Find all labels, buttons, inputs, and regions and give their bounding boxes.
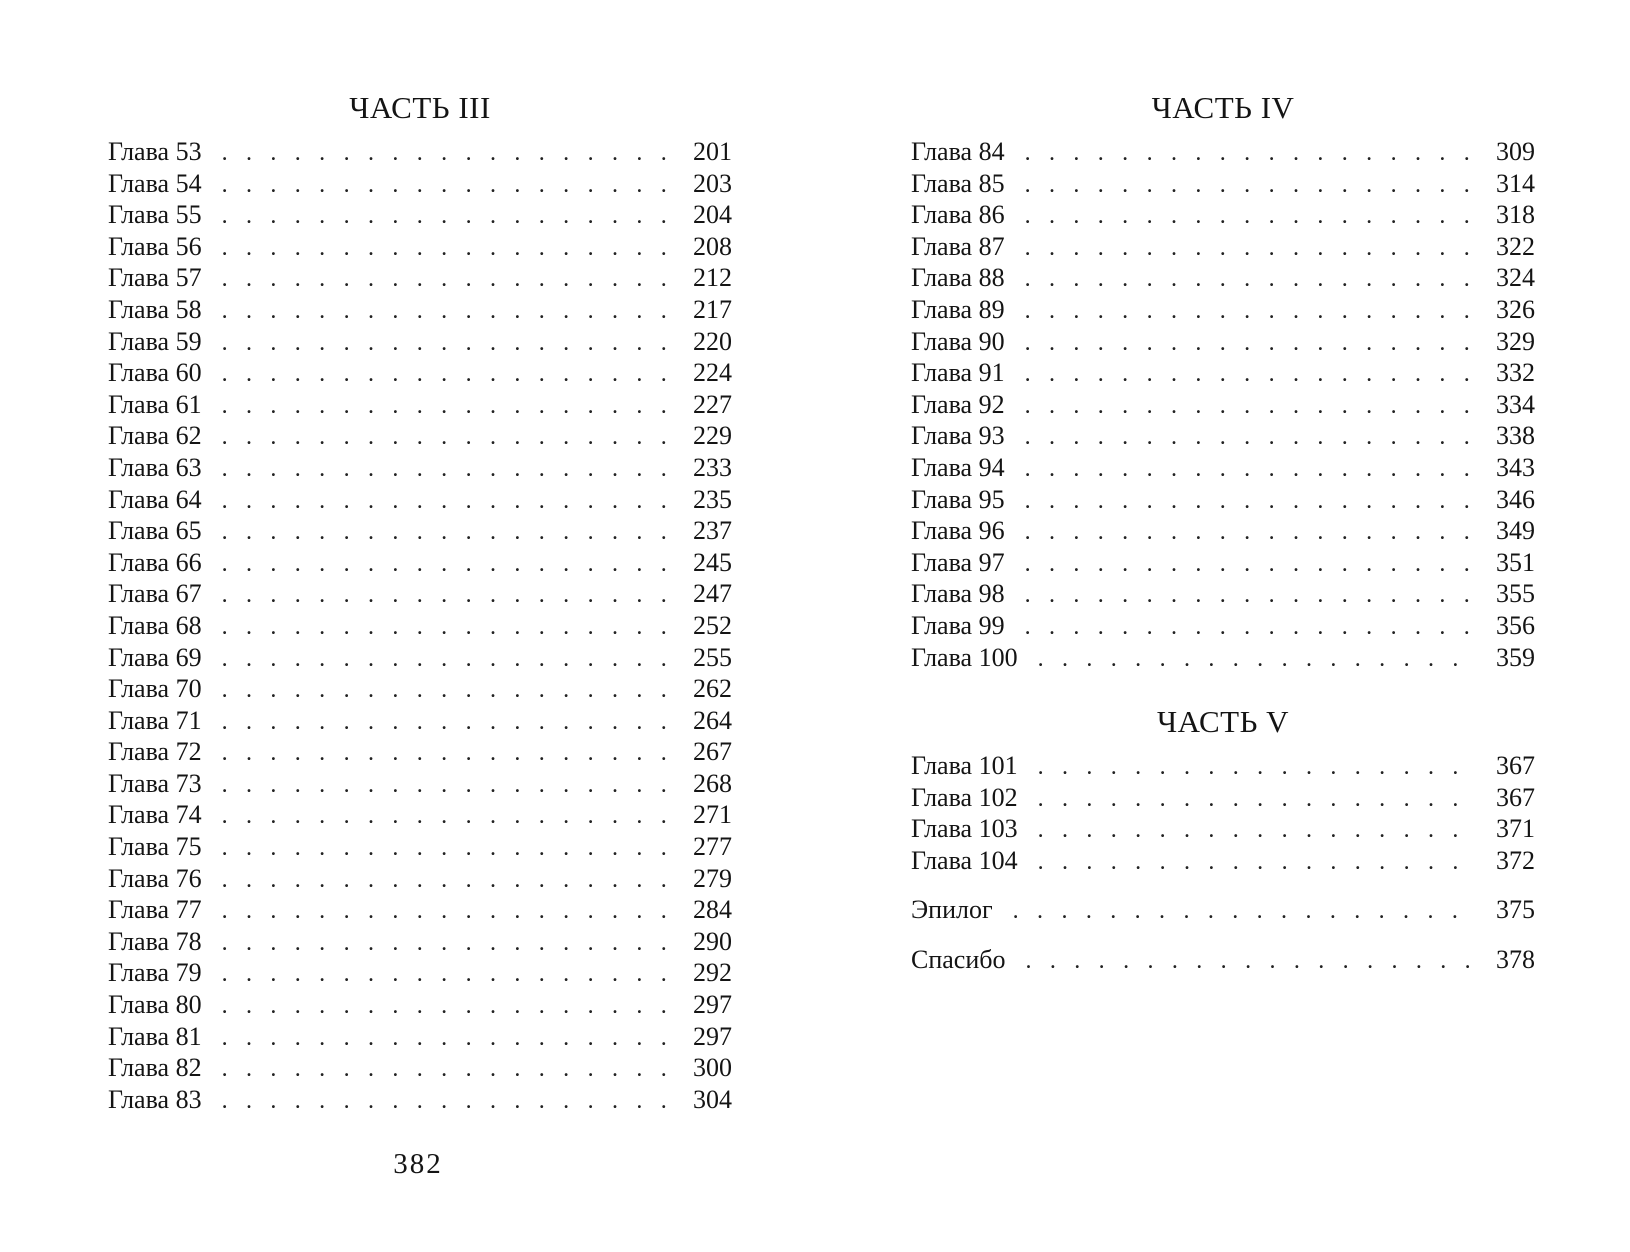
toc-entry — [911, 420, 1535, 452]
toc-entry — [911, 357, 1535, 389]
toc-entry-page: 324 — [1496, 263, 1535, 293]
dot-leader — [222, 928, 668, 960]
toc-entry-page: 332 — [1496, 358, 1535, 388]
toc-entry-title: Глава 89 — [911, 294, 1005, 324]
toc-entry — [108, 736, 732, 768]
toc-entry-title: Глава 71 — [108, 705, 202, 735]
toc-entry-title: Глава 96 — [911, 516, 1005, 546]
toc-entry — [911, 845, 1535, 877]
dot-leader — [222, 201, 668, 233]
toc-entry-page: 227 — [693, 389, 732, 419]
toc-entry — [911, 389, 1535, 421]
dot-leader — [1025, 138, 1471, 170]
toc-entry — [108, 578, 732, 610]
dot-leader — [222, 865, 668, 897]
toc-entry-title: Глава 54 — [108, 168, 202, 198]
toc-entry-page: 290 — [693, 926, 732, 956]
toc-entry-title: Глава 87 — [911, 231, 1005, 261]
toc-entry-title: Глава 59 — [108, 326, 202, 356]
toc-entry — [108, 642, 732, 674]
toc-entry-page: 247 — [693, 579, 732, 609]
dot-leader — [1025, 296, 1471, 328]
dot-leader — [222, 454, 668, 486]
toc-entry — [108, 357, 732, 389]
dot-leader — [1013, 896, 1471, 928]
dot-leader — [222, 1086, 668, 1118]
dot-leader — [222, 328, 668, 360]
toc-entry-page: 245 — [693, 547, 732, 577]
dot-leader — [222, 707, 668, 739]
toc-entry — [911, 610, 1535, 642]
toc-entry-title: Глава 88 — [911, 263, 1005, 293]
toc-entry-title: Глава 60 — [108, 358, 202, 388]
toc-entry-page: 255 — [693, 642, 732, 672]
toc-entry-page: 252 — [693, 610, 732, 640]
toc-entry-title: Глава 103 — [911, 814, 1018, 844]
toc-entry-title: Глава 62 — [108, 421, 202, 451]
toc-entry-title: Глава 58 — [108, 294, 202, 324]
toc-entry-page: 367 — [1496, 782, 1535, 812]
toc-entry-title: Глава 85 — [911, 168, 1005, 198]
toc-entry — [108, 1021, 732, 1053]
toc-entry-page: 204 — [693, 200, 732, 230]
toc-entry-title: Глава 92 — [911, 389, 1005, 419]
toc-entry-title: Глава 91 — [911, 358, 1005, 388]
toc-entry-page: 372 — [1496, 845, 1535, 875]
part-iv-heading: ЧАСТЬ IV — [1151, 90, 1295, 125]
dot-leader — [1025, 549, 1471, 581]
toc-entry-page: 271 — [693, 800, 732, 830]
toc-entry — [108, 863, 732, 895]
toc-entry — [108, 199, 732, 231]
part-iii-heading: ЧАСТЬ III — [349, 90, 491, 125]
dot-leader — [1025, 580, 1471, 612]
dot-leader — [1025, 454, 1471, 486]
dot-leader — [222, 896, 668, 928]
toc-entry-title: Глава 80 — [108, 990, 202, 1020]
toc-entry-title: Глава 69 — [108, 642, 202, 672]
toc-entry — [108, 452, 732, 484]
toc-entry-title: Глава 63 — [108, 452, 202, 482]
toc-entry-title: Глава 83 — [108, 1084, 202, 1114]
toc-entry-page: 237 — [693, 516, 732, 546]
dot-leader — [222, 991, 668, 1023]
toc-entry-page: 268 — [693, 768, 732, 798]
toc-entry-page: 314 — [1496, 168, 1535, 198]
toc-entry — [911, 262, 1535, 294]
toc-entry — [108, 1052, 732, 1084]
dot-leader — [222, 138, 668, 170]
dot-leader — [1038, 847, 1471, 879]
toc-entry-title: Глава 95 — [911, 484, 1005, 514]
part-iii-toc — [108, 136, 732, 1115]
dot-leader — [222, 264, 668, 296]
toc-entry-page: 277 — [693, 832, 732, 862]
toc-entry-page: 212 — [693, 263, 732, 293]
toc-entry — [911, 484, 1535, 516]
dot-leader — [222, 170, 668, 202]
toc-entry — [108, 484, 732, 516]
toc-entry — [911, 813, 1535, 845]
toc-entry-title: Глава 86 — [911, 200, 1005, 230]
dot-leader — [222, 1023, 668, 1055]
toc-entry — [108, 262, 732, 294]
toc-entry-page: 267 — [693, 737, 732, 767]
toc-entry-page: 203 — [693, 168, 732, 198]
toc-entry — [911, 136, 1535, 168]
toc-entry — [108, 1084, 732, 1116]
toc-entry-page: 292 — [693, 958, 732, 988]
toc-entry-title: Глава 102 — [911, 782, 1018, 812]
toc-entry — [108, 957, 732, 989]
dot-leader — [1038, 784, 1471, 816]
toc-entry-title: Глава 82 — [108, 1053, 202, 1083]
toc-entry-title: Глава 79 — [108, 958, 202, 988]
toc-entry-title: Глава 77 — [108, 895, 202, 925]
page-number: 382 — [393, 1148, 443, 1180]
toc-entry-page: 378 — [1496, 945, 1535, 974]
toc-entry-page: 309 — [1496, 137, 1535, 166]
toc-entry-title: Глава 55 — [108, 200, 202, 230]
toc-entry-title: Глава 104 — [911, 845, 1018, 875]
dot-leader — [222, 233, 668, 265]
toc-entry-page: 343 — [1496, 452, 1535, 482]
toc-entry-title: Глава 94 — [911, 452, 1005, 482]
dot-leader — [1025, 391, 1471, 423]
dot-leader — [1025, 264, 1471, 296]
dot-leader — [1025, 612, 1471, 644]
dot-leader — [1038, 752, 1471, 784]
dot-leader — [1025, 233, 1471, 265]
toc-entry — [108, 168, 732, 200]
dot-leader — [222, 391, 668, 423]
toc-entry-title: Глава 81 — [108, 1021, 202, 1051]
toc-entry-page: 346 — [1496, 484, 1535, 514]
toc-entry-thanks — [911, 944, 1535, 976]
toc-entry-page: 229 — [693, 421, 732, 451]
dot-leader — [1025, 201, 1471, 233]
dot-leader — [222, 644, 668, 676]
toc-entry — [108, 136, 732, 168]
toc-entry-title: Глава 73 — [108, 768, 202, 798]
toc-entry-title: Спасибо — [911, 945, 1006, 974]
toc-entry — [108, 831, 732, 863]
toc-entry-page: 262 — [693, 674, 732, 704]
toc-entry-page: 279 — [693, 863, 732, 893]
toc-entry-page: 297 — [693, 1021, 732, 1051]
toc-entry-title: Глава 72 — [108, 737, 202, 767]
toc-entry-title: Глава 98 — [911, 579, 1005, 609]
dot-leader — [222, 422, 668, 454]
dot-leader — [1038, 644, 1471, 676]
dot-leader — [1025, 517, 1471, 549]
dot-leader — [222, 549, 668, 581]
toc-entry — [911, 168, 1535, 200]
toc-entry-title: Глава 67 — [108, 579, 202, 609]
toc-entry — [911, 515, 1535, 547]
toc-entry-page: 326 — [1496, 294, 1535, 324]
part-v-toc — [911, 750, 1535, 876]
dot-leader — [222, 296, 668, 328]
toc-entry — [911, 326, 1535, 358]
dot-leader — [1025, 946, 1471, 978]
toc-entry — [108, 989, 732, 1021]
toc-entry-title: Глава 64 — [108, 484, 202, 514]
dot-leader — [222, 517, 668, 549]
toc-entry — [108, 926, 732, 958]
toc-entry-title: Глава 100 — [911, 642, 1018, 672]
toc-entry — [108, 547, 732, 579]
toc-entry — [108, 294, 732, 326]
dot-leader — [222, 486, 668, 518]
dot-leader — [222, 738, 668, 770]
toc-entry-page: 371 — [1496, 814, 1535, 844]
toc-entry-title: Глава 97 — [911, 547, 1005, 577]
dot-leader — [222, 580, 668, 612]
toc-entry-title: Глава 70 — [108, 674, 202, 704]
toc-entry — [911, 452, 1535, 484]
toc-entry — [108, 326, 732, 358]
dot-leader — [222, 1054, 668, 1086]
toc-entry-page: 304 — [693, 1084, 732, 1114]
toc-entry-page: 355 — [1496, 579, 1535, 609]
toc-entry-page: 375 — [1496, 895, 1535, 924]
toc-entry — [108, 673, 732, 705]
toc-entry-title: Эпилог — [911, 895, 993, 924]
epilogue-toc — [911, 894, 1535, 926]
dot-leader — [1025, 486, 1471, 518]
toc-entry-page: 322 — [1496, 231, 1535, 261]
toc-entry-title: Глава 68 — [108, 610, 202, 640]
toc-entry-title: Глава 90 — [911, 326, 1005, 356]
toc-entry — [911, 642, 1535, 674]
toc-entry-page: 318 — [1496, 200, 1535, 230]
toc-entry-title: Глава 75 — [108, 832, 202, 862]
dot-leader — [1025, 359, 1471, 391]
toc-entry — [911, 294, 1535, 326]
toc-entry — [108, 768, 732, 800]
dot-leader — [222, 801, 668, 833]
toc-entry — [911, 782, 1535, 814]
toc-entry-page: 367 — [1496, 751, 1535, 780]
toc-entry-title: Глава 78 — [108, 926, 202, 956]
toc-entry — [108, 799, 732, 831]
toc-entry — [911, 231, 1535, 263]
toc-entry — [108, 420, 732, 452]
toc-entry-title: Глава 57 — [108, 263, 202, 293]
toc-entry — [108, 610, 732, 642]
toc-entry-page: 329 — [1496, 326, 1535, 356]
toc-entry-page: 334 — [1496, 389, 1535, 419]
dot-leader — [1025, 422, 1471, 454]
dot-leader — [1038, 815, 1471, 847]
toc-entry-title: Глава 74 — [108, 800, 202, 830]
toc-entry-title: Глава 66 — [108, 547, 202, 577]
toc-entry-page: 220 — [693, 326, 732, 356]
toc-entry-page: 233 — [693, 452, 732, 482]
dot-leader — [1025, 328, 1471, 360]
toc-entry-page: 351 — [1496, 547, 1535, 577]
toc-entry-page: 224 — [693, 358, 732, 388]
dot-leader — [222, 770, 668, 802]
toc-entry — [108, 389, 732, 421]
toc-entry-page: 208 — [693, 231, 732, 261]
part-iv-toc — [911, 136, 1535, 673]
dot-leader — [222, 359, 668, 391]
toc-entry — [911, 578, 1535, 610]
toc-entry-page: 300 — [693, 1053, 732, 1083]
dot-leader — [222, 833, 668, 865]
toc-entry-page: 359 — [1496, 642, 1535, 672]
dot-leader — [222, 612, 668, 644]
toc-entry-title: Глава 76 — [108, 863, 202, 893]
toc-entry — [108, 515, 732, 547]
toc-entry-epilogue — [911, 894, 1535, 926]
toc-entry — [108, 894, 732, 926]
part-v-heading: ЧАСТЬ V — [1156, 704, 1290, 739]
toc-entry-page: 349 — [1496, 516, 1535, 546]
toc-entry — [911, 750, 1535, 782]
dot-leader — [222, 675, 668, 707]
toc-entry-page: 356 — [1496, 610, 1535, 640]
dot-leader — [222, 959, 668, 991]
dot-leader — [1025, 170, 1471, 202]
toc-entry-page: 284 — [693, 895, 732, 925]
toc-entry — [108, 705, 732, 737]
toc-entry-title: Глава 93 — [911, 421, 1005, 451]
toc-entry — [911, 199, 1535, 231]
toc-entry-title: Глава 53 — [108, 137, 202, 166]
toc-entry-title: Глава 84 — [911, 137, 1005, 166]
toc-entry-page: 264 — [693, 705, 732, 735]
toc-entry-title: Глава 101 — [911, 751, 1018, 780]
toc-entry-title: Глава 99 — [911, 610, 1005, 640]
toc-entry-page: 217 — [693, 294, 732, 324]
toc-entry-title: Глава 65 — [108, 516, 202, 546]
toc-entry-page: 338 — [1496, 421, 1535, 451]
toc-entry-page: 235 — [693, 484, 732, 514]
toc-entry-page: 201 — [693, 137, 732, 166]
toc-entry-page: 297 — [693, 990, 732, 1020]
toc-entry-title: Глава 61 — [108, 389, 202, 419]
toc-entry — [911, 547, 1535, 579]
toc-entry — [108, 231, 732, 263]
thanks-toc — [911, 944, 1535, 976]
toc-entry-title: Глава 56 — [108, 231, 202, 261]
